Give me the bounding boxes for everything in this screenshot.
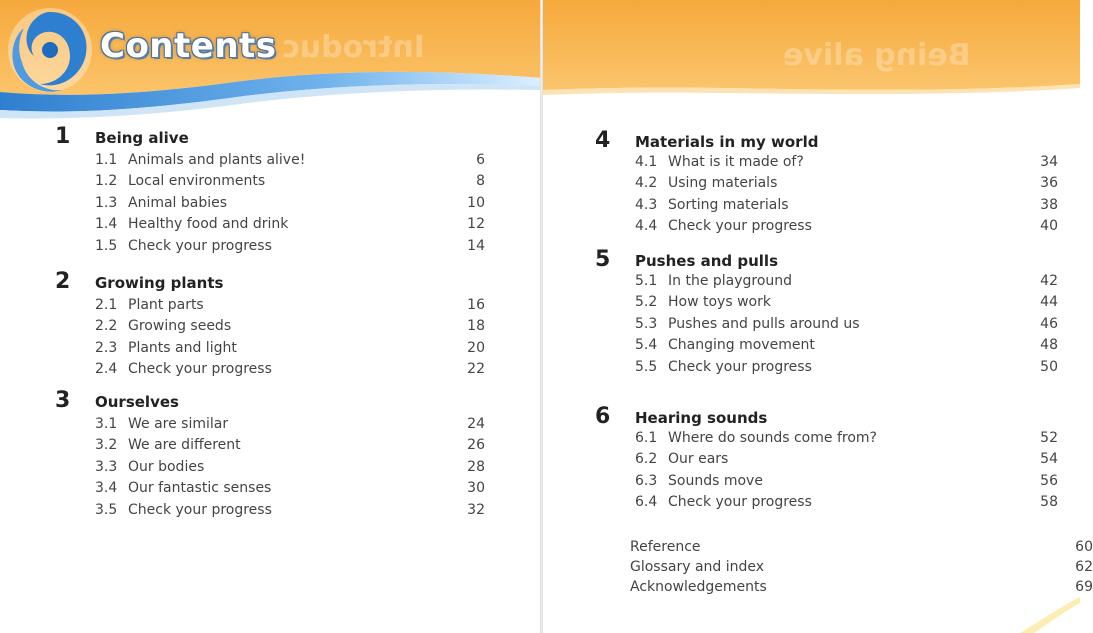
- lesson-number: 5.3: [635, 315, 658, 332]
- lesson-number: 5.2: [635, 294, 658, 311]
- page-number: 28: [467, 458, 485, 475]
- page-number: 56: [1040, 472, 1058, 489]
- chapter-number: 3: [55, 388, 71, 413]
- page-number: 46: [1040, 315, 1058, 332]
- page-number: 36: [1040, 175, 1058, 192]
- lesson-title: Using materials: [668, 175, 778, 192]
- lesson-number: 3.1: [95, 416, 118, 432]
- lesson-title: What is it made of?: [668, 154, 804, 170]
- swirl-logo-icon: [4, 2, 96, 98]
- lesson-title: Our fantastic senses: [128, 480, 272, 497]
- lesson-title: Our bodies: [128, 458, 205, 475]
- lesson-title: Animal babies: [128, 194, 228, 211]
- page-number: 60: [1075, 539, 1093, 555]
- lesson-title: Sorting materials: [668, 196, 789, 213]
- page-number: 10: [467, 194, 485, 211]
- right-page: [543, 0, 1093, 633]
- page-number: 69: [1075, 579, 1093, 595]
- chapter-title[interactable]: Ourselves: [95, 393, 179, 411]
- page-number: 44: [1040, 294, 1058, 311]
- chapter-number: 4: [595, 128, 611, 153]
- lesson-title: Changing movement: [668, 337, 815, 354]
- page-number: 16: [467, 297, 485, 313]
- chapter-number: 2: [55, 269, 71, 294]
- lesson-title: Local environments: [128, 173, 266, 190]
- page-number: 42: [1040, 273, 1058, 289]
- page-number: 20: [467, 339, 485, 356]
- lesson-number: 6.4: [635, 494, 658, 511]
- page-number: 40: [1040, 218, 1058, 235]
- lesson-title: Pushes and pulls around us: [668, 315, 860, 332]
- lesson-number: 5.4: [635, 337, 658, 354]
- lesson-title: In the playground: [668, 273, 793, 289]
- back-matter-title: Glossary and index: [630, 559, 765, 575]
- back-matter-title: Acknowledgements: [630, 579, 767, 595]
- lesson-number: 3.4: [95, 480, 118, 497]
- lesson-number: 2.4: [95, 361, 118, 378]
- chapter-number: 5: [595, 247, 611, 272]
- lesson-title: Our ears: [668, 451, 729, 468]
- lesson-number: 5.1: [635, 273, 658, 289]
- lesson-number: 1.3: [95, 194, 118, 211]
- page-number: 38: [1040, 196, 1058, 213]
- lesson-number: 4.3: [635, 196, 658, 213]
- lesson-title: How toys work: [668, 294, 771, 311]
- page-number: 26: [467, 437, 485, 454]
- lesson-number: 1.4: [95, 216, 118, 233]
- lesson-title: Animals and plants alive!: [128, 152, 306, 168]
- page-number: 32: [467, 501, 485, 518]
- page-number: 18: [467, 318, 485, 335]
- lesson-number: 4.4: [635, 218, 658, 235]
- lesson-title: Sounds move: [668, 472, 763, 489]
- page-number: 54: [1040, 451, 1058, 468]
- lesson-number: 6.2: [635, 451, 658, 468]
- page-number: 8: [476, 173, 485, 190]
- page-number: 6: [476, 152, 485, 168]
- chapter-title[interactable]: Pushes and pulls: [635, 252, 778, 270]
- lesson-number: 1.5: [95, 237, 118, 254]
- lesson-number: 2.2: [95, 318, 118, 335]
- lesson-title: Check your progress: [668, 358, 812, 375]
- left-page: [0, 0, 540, 633]
- page-title: Contents: [100, 26, 277, 66]
- lesson-title: Plant parts: [128, 297, 204, 313]
- corner-highlight-decoration: [1010, 593, 1080, 633]
- chapter-title[interactable]: Materials in my world: [635, 133, 819, 151]
- mirrored-ghost-text: Being alive: [783, 38, 971, 73]
- lesson-number: 4.1: [635, 154, 658, 170]
- page-number: 22: [467, 361, 485, 378]
- page-number: 62: [1075, 559, 1093, 575]
- page-number: 58: [1040, 494, 1058, 511]
- lesson-title: Check your progress: [128, 501, 272, 518]
- page-number: 24: [467, 416, 485, 432]
- back-matter-title: Reference: [630, 539, 701, 555]
- lesson-title: Check your progress: [128, 237, 272, 254]
- page-number: 52: [1040, 430, 1058, 446]
- page-number: 50: [1040, 358, 1058, 375]
- page-number: 12: [467, 216, 485, 233]
- chapter-number: 1: [55, 124, 71, 149]
- page-number: 48: [1040, 337, 1058, 354]
- lesson-number: 6.3: [635, 472, 658, 489]
- lesson-title: Where do sounds come from?: [668, 430, 877, 446]
- lesson-number: 4.2: [635, 175, 658, 192]
- lesson-number: 3.3: [95, 458, 118, 475]
- lesson-number: 2.1: [95, 297, 118, 313]
- chapter-title[interactable]: Being alive: [95, 129, 189, 147]
- lesson-title: Check your progress: [128, 361, 272, 378]
- chapter-number: 6: [595, 404, 611, 429]
- lesson-title: We are similar: [128, 416, 229, 432]
- lesson-title: We are different: [128, 437, 241, 454]
- lesson-title: Check your progress: [668, 494, 812, 511]
- lesson-number: 6.1: [635, 430, 658, 446]
- lesson-title: Plants and light: [128, 339, 237, 356]
- lesson-number: 3.2: [95, 437, 118, 454]
- lesson-number: 1.1: [95, 152, 118, 168]
- lesson-number: 1.2: [95, 173, 118, 190]
- page-number: 30: [467, 480, 485, 497]
- chapter-title[interactable]: Growing plants: [95, 274, 224, 292]
- lesson-number: 3.5: [95, 501, 118, 518]
- lesson-title: Check your progress: [668, 218, 812, 235]
- page-number: 34: [1040, 154, 1058, 170]
- lesson-title: Growing seeds: [128, 318, 232, 335]
- mirrored-ghost-text: Introduc: [282, 30, 425, 65]
- lesson-title: Healthy food and drink: [128, 216, 289, 233]
- lesson-number: 2.3: [95, 339, 118, 356]
- lesson-number: 5.5: [635, 358, 658, 375]
- page-number: 14: [467, 237, 485, 254]
- chapter-title[interactable]: Hearing sounds: [635, 409, 768, 427]
